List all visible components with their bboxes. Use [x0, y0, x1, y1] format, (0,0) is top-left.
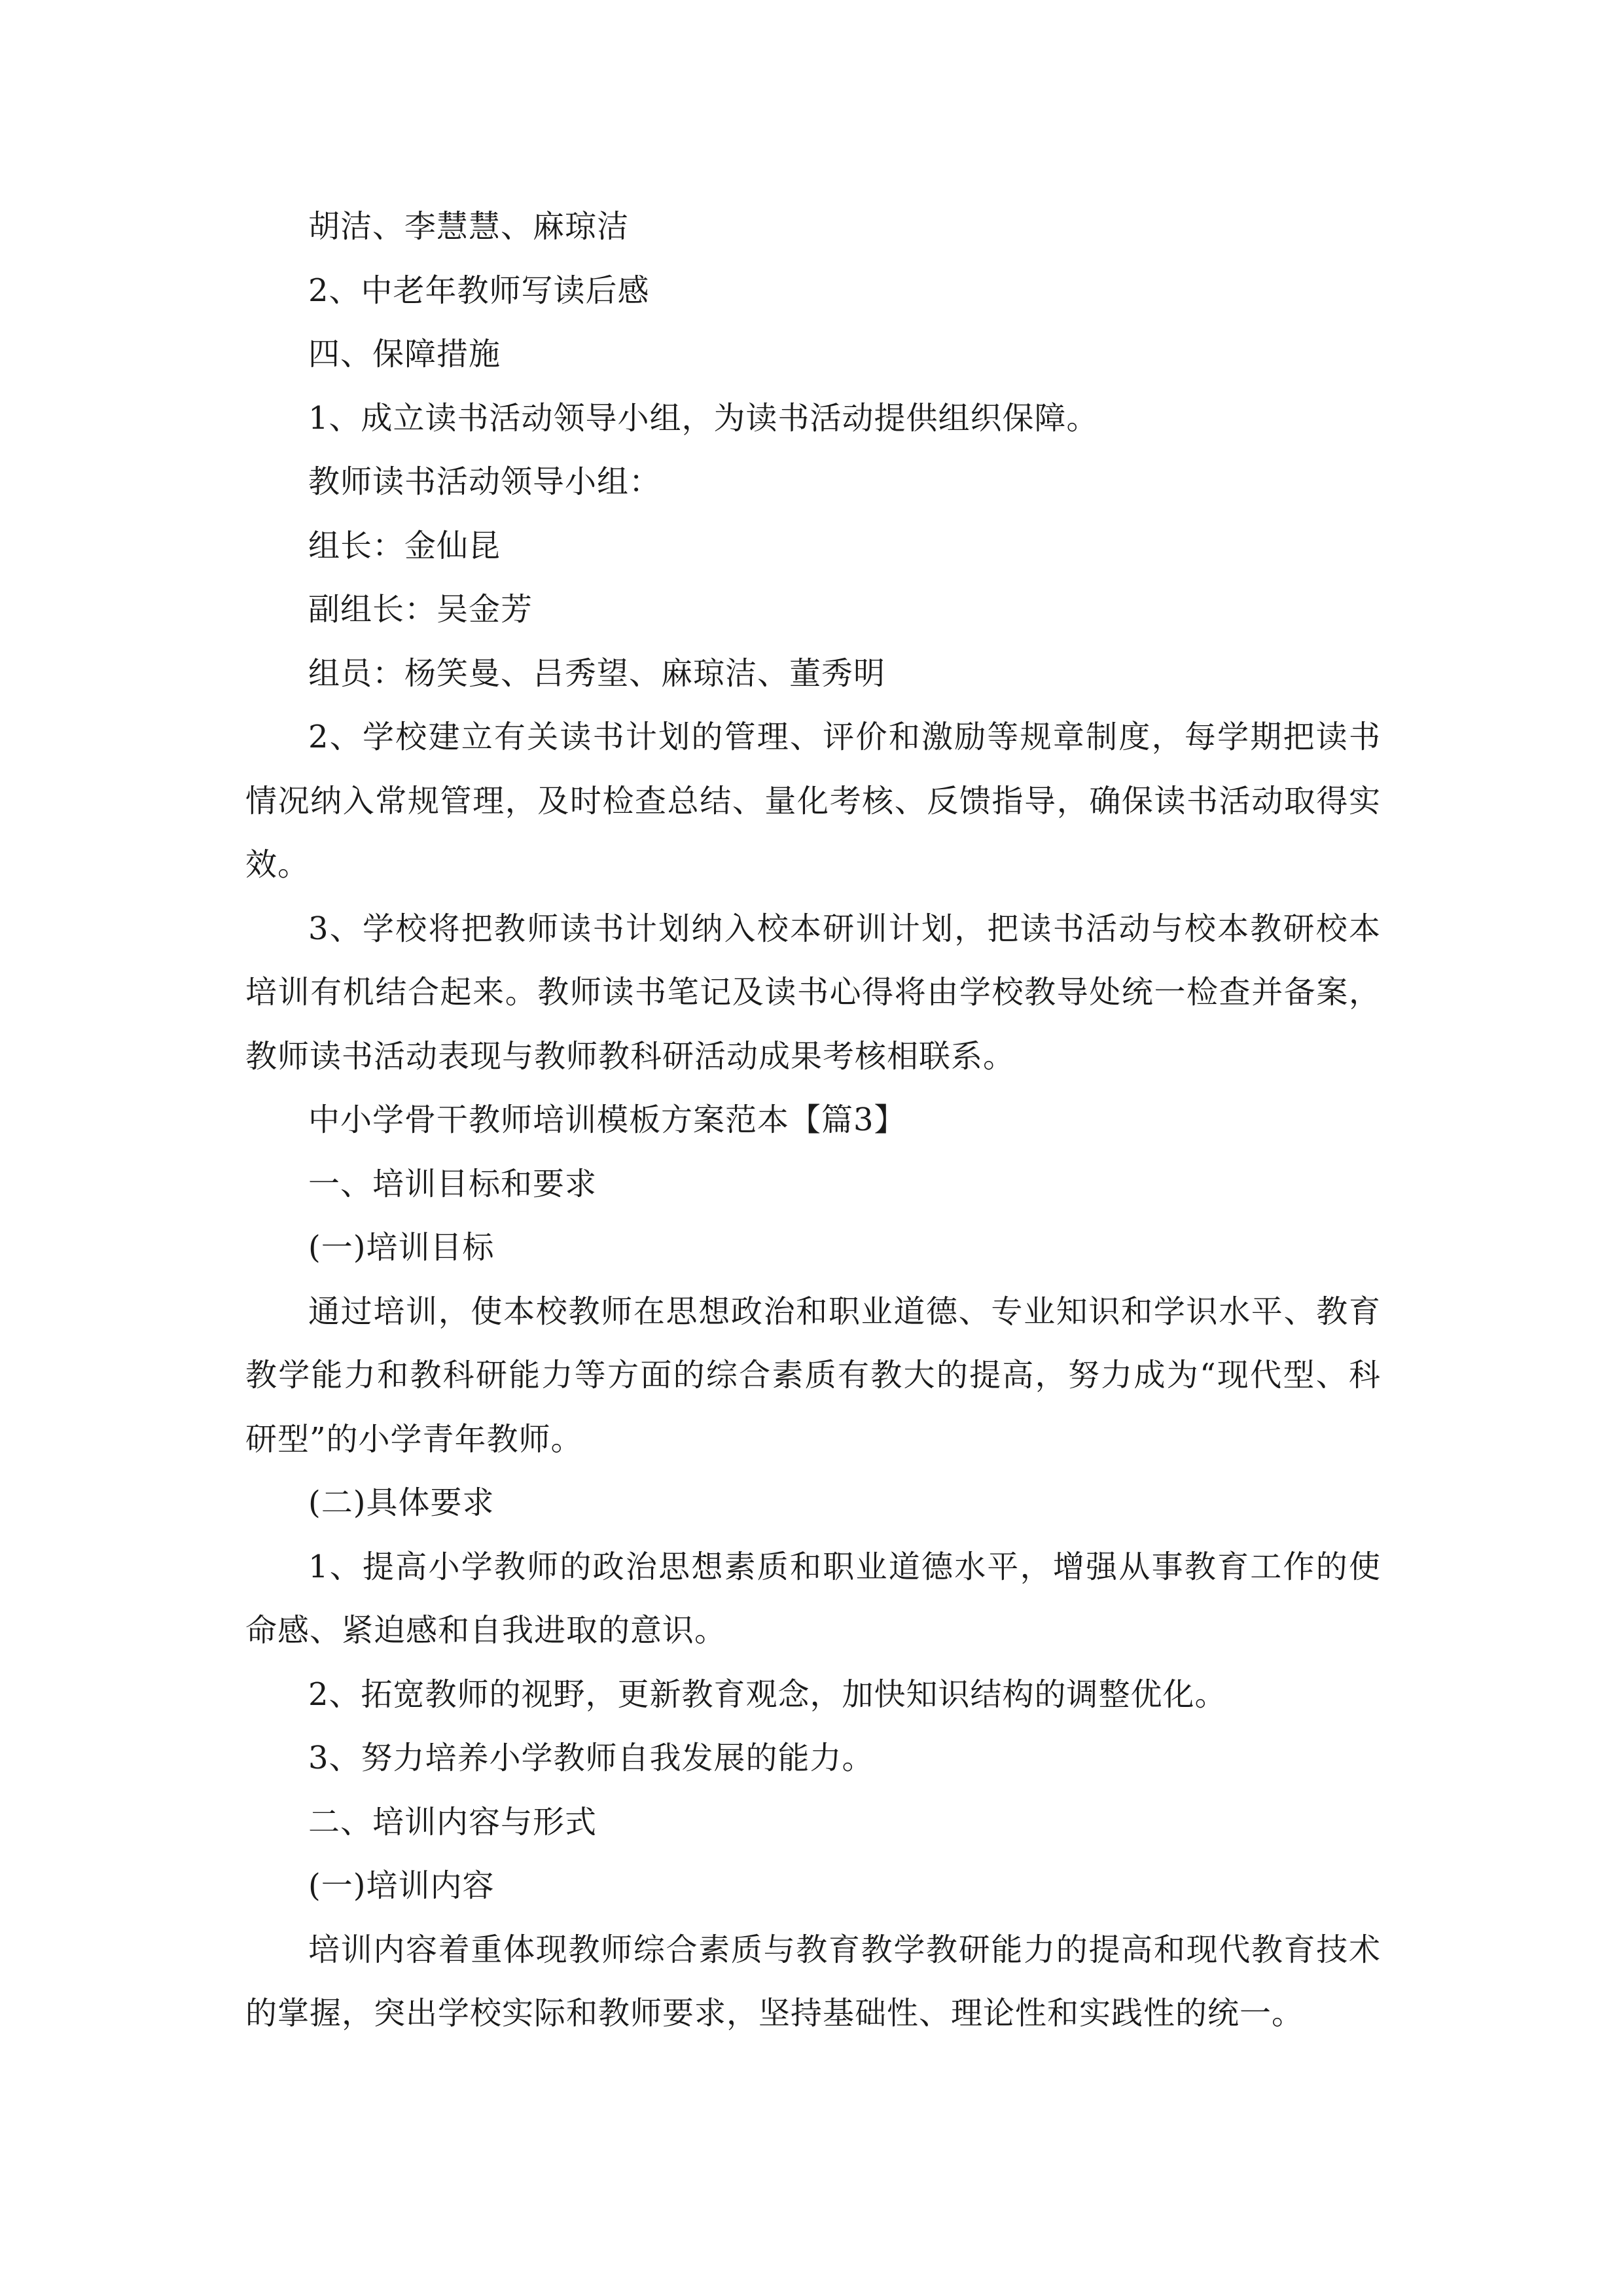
document-body: [245, 195, 1381, 2046]
paragraph-members-list: 胡洁、李慧慧、麻琼洁: [308, 208, 630, 245]
paragraph-requirement-1: 1、提高小学教师的政治思想素质和职业道德水平，增强从事教育工作的使命感、紧迫感和自我进取的意识。: [245, 1548, 1381, 1649]
paragraph-item-2-reflections: 2、中老年教师写读后感: [308, 272, 650, 309]
paragraph-training-content-text: 培训内容着重体现教师综合素质与教育教学教研能力的提高和现代教育技术的掌握，突出学校实际和教师要求，坚持基础性、理论性和实践性的统一。: [245, 1931, 1381, 2032]
subheading-training-content: (一)培训内容: [308, 1867, 495, 1904]
paragraph-item-2-regulations: 2、学校建立有关读书计划的管理、评价和激励等规章制度，每学期把读书情况纳入常规管理，及时检查总结、量化考核、反馈指导，确保读书活动取得实效。: [245, 719, 1381, 883]
paragraph-leadership-group-title: 教师读书活动领导小组：: [308, 463, 662, 500]
paragraph-item-3-integration: 3、学校将把教师读书计划纳入校本研训计划，把读书活动与校本教研校本培训有机结合起来。教师读书笔记及读书心得将由学校教导处统一检查并备案，教师读书活动表现与教师教科研活动成果考核相联系。: [245, 910, 1381, 1075]
paragraph-requirement-2: 2、拓宽教师的视野，更新教育观念，加快知识结构的调整优化。: [308, 1676, 1227, 1713]
section-title-part-3: 中小学骨干教师培训模板方案范本【篇3】: [308, 1102, 906, 1138]
subheading-training-goals: (一)培训目标: [308, 1229, 495, 1266]
paragraph-requirement-3: 3、努力培养小学教师自我发展的能力。: [308, 1740, 874, 1776]
heading-training-goals-requirements: 一、培训目标和要求: [308, 1165, 597, 1202]
paragraph-training-goals-text: 通过培训，使本校教师在思想政治和职业道德、专业知识和学识水平、教育教学能力和教科研能力等方面的综合素质有教大的提高，努力成为“现代型、科研型”的小学青年教师。: [245, 1293, 1381, 1458]
paragraph-deputy-leader: 副组长：吴金芳: [308, 591, 533, 628]
paragraph-item-1-leadership-group: 1、成立读书活动领导小组，为读书活动提供组织保障。: [308, 399, 1099, 437]
heading-guarantee-measures: 四、保障措施: [308, 336, 501, 372]
paragraph-group-members: 组员：杨笑曼、吕秀望、麻琼洁、董秀明: [308, 655, 886, 692]
paragraph-group-leader: 组长：金仙昆: [308, 527, 501, 564]
subheading-specific-requirements: (二)具体要求: [308, 1484, 495, 1521]
heading-training-content-form: 二、培训内容与形式: [308, 1803, 597, 1840]
